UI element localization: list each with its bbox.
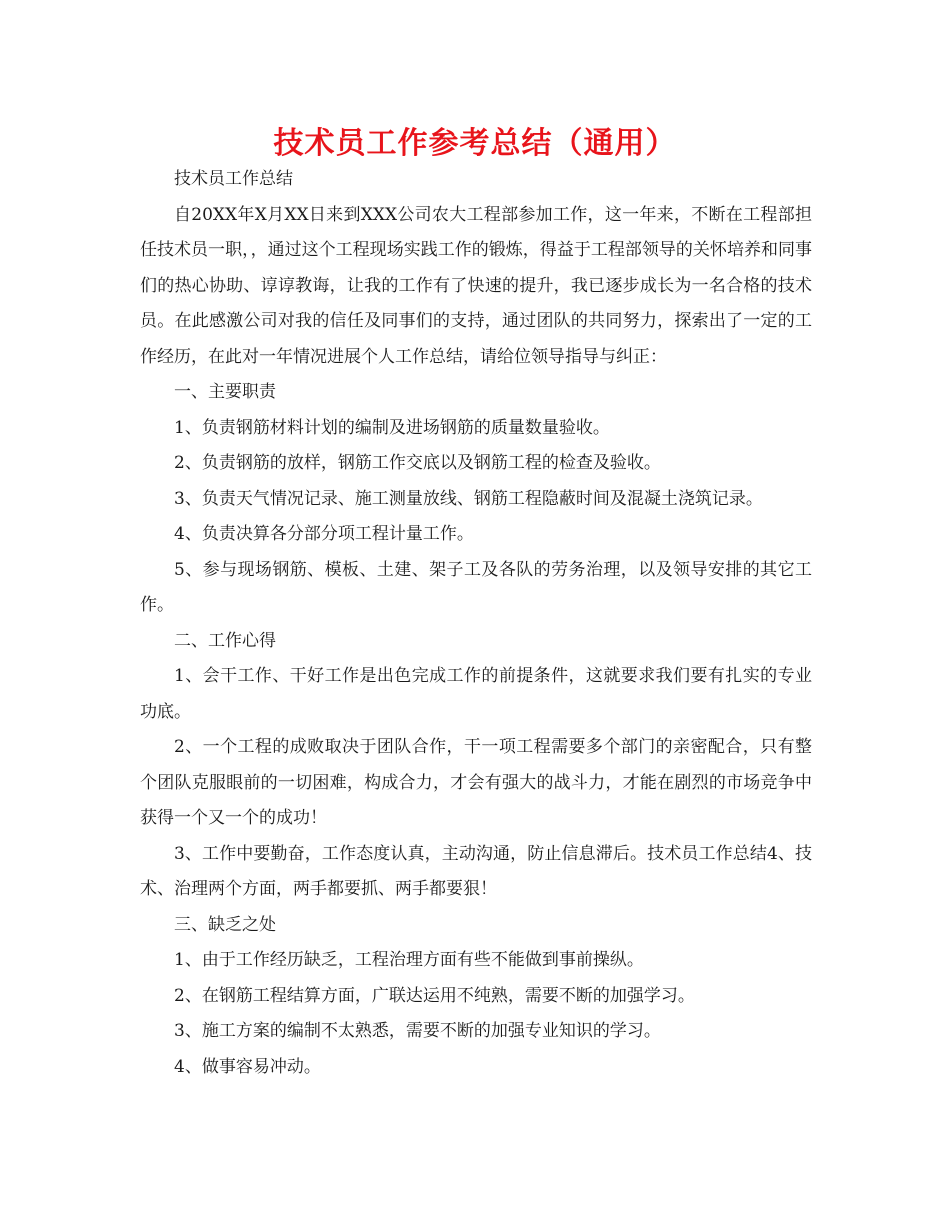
- list-item-experience-3: 3、工作中要勤奋，工作态度认真，主动沟通，防止信息滞后。技术员工作总结4、技术、治理两个方面，两手都要抓、两手都要狠！: [140, 843, 812, 899]
- list-item-duty-3: 3、负责天气情况记录、施工测量放线、钢筋工程隐蔽时间及混凝土浇筑记录。: [174, 488, 763, 509]
- list-item-shortcoming-3: 3、施工方案的编制不太熟悉，需要不断的加强专业知识的学习。: [174, 1021, 661, 1041]
- paragraph-intro: 自20XX年X月XX日来到XXX公司农大工程部参加工作，这一年来，不断在工程部担任技术员一职，，通过这个工程现场实践工作的锻炼，得益于工程部领导的关怀培养和同事们的热心协助、谆谆教诲，让我的工作有了快速的提升，我已逐步成长为一名合格的技术员。在此感激公司对我的信任及同事们的支持，通过团队的共同努力，探索出了一定的工作经历，在此对一年情况进展个人工作总结，请给位领导指导与纠正：: [140, 204, 812, 367]
- list-item-duty-2: 2、负责钢筋的放样，钢筋工作交底以及钢筋工程的检查及验收。: [174, 453, 661, 473]
- list-item-experience-1: 1、会干工作、干好工作是出色完成工作的前提条件，这就要求我们要有扎实的专业功底。: [140, 666, 812, 722]
- document-body: [140, 162, 812, 1085]
- section-heading-experience: 二、工作心得: [174, 630, 276, 651]
- list-item-shortcoming-2: 2、在钢筋工程结算方面，广联达运用不纯熟，需要不断的加强学习。: [174, 985, 695, 1006]
- list-item-experience-2: 2、一个工程的成败取决于团队合作，干一项工程需要多个部门的亲密配合，只有整个团队克服眼前的一切困难，构成合力，才会有强大的战斗力，才能在剧烈的市场竞争中获得一个又一个的成功！: [140, 737, 812, 828]
- list-item-duty-4: 4、负责决算各分部分项工程计量工作。: [174, 524, 474, 544]
- list-item-shortcoming-4: 4、做事容易冲动。: [174, 1056, 321, 1077]
- list-item-shortcoming-1: 1、由于工作经历缺乏，工程治理方面有些不能做到事前操纵。: [174, 950, 644, 970]
- list-item-duty-5: 5、参与现场钢筋、模板、土建、架子工及各队的劳务治理，以及领导安排的其它工作。: [140, 559, 812, 615]
- list-item-duty-1: 1、负责钢筋材料计划的编制及进场钢筋的质量数量验收。: [174, 417, 610, 438]
- document-title: 技术员工作参考总结（通用）: [273, 126, 677, 161]
- paragraph-subtitle: 技术员工作总结: [174, 169, 293, 189]
- section-heading-duties: 一、主要职责: [174, 382, 276, 402]
- section-heading-shortcomings: 三、缺乏之处: [174, 914, 276, 935]
